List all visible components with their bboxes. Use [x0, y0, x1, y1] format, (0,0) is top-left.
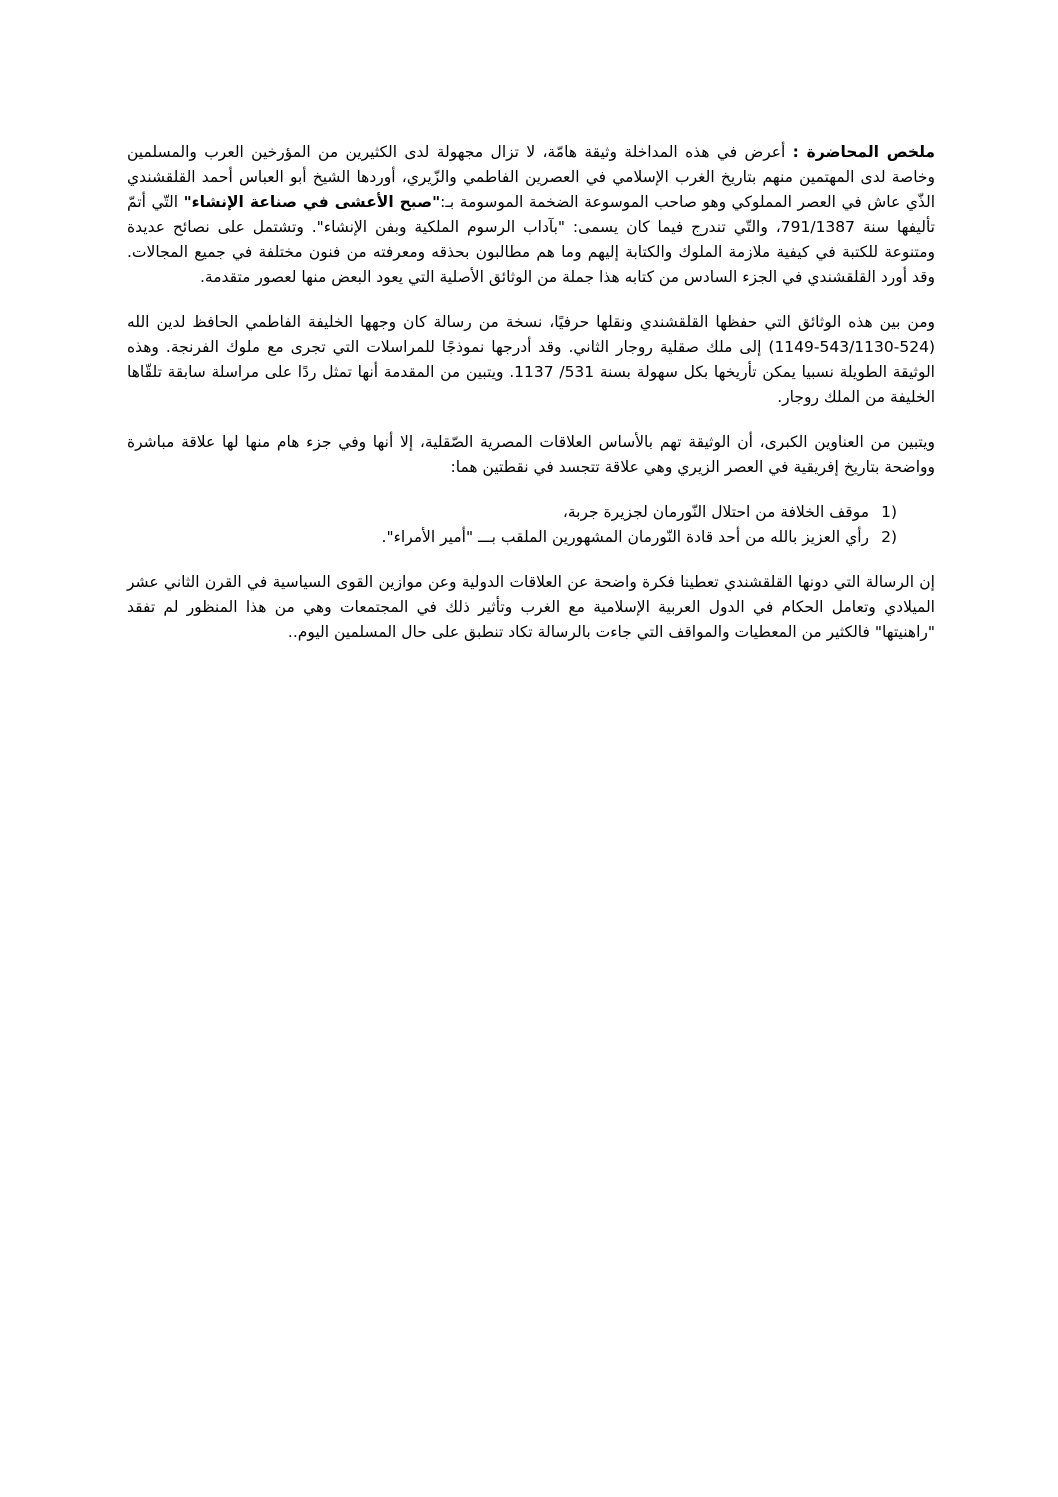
list-item-text: رأي العزيز بالله من أحد قادة النّورمان المشهورين الملقب بـــ "أمير الأمراء".: [381, 528, 869, 546]
headings-paragraph: ويتبين من العناوين الكبرى، أن الوثيقة تهم بالأساس العلاقات المصرية الصّقلية، إلا أنها وفي جزء هام منها لها علاقة مباشرة وواضحة بتاريخ إفريقية في العصر الزيري وهي علاقة تتجسد في نقطتين هما:: [127, 433, 935, 476]
document-body: [127, 140, 935, 665]
summary-text-part-b: التّي أتمّ تأليفها سنة 791/1387، والتّي تندرج فيما كان يسمى: "بآداب الرسوم الملكية وبفن الإنشاء". وتشتمل على نصائح عديدة ومتنوعة للكتبة في كيفية ملازمة الملوك والكتابة إليهم وما هم مطالبون بحذقه ومعرفته من فنون مختلفة في جميع المجالات. وقد أورد القلقشندي في الجزء السادس من كتابه هذا جملة من الوثائق الأصلية التي يعود البعض منها لعصور متقدمة.: [127, 193, 935, 286]
list-item: [127, 525, 935, 550]
points-list: [127, 500, 935, 550]
list-item-text: موقف الخلافة من احتلال النّورمان لجزيرة جربة،: [562, 503, 869, 521]
summary-label: ملخص المحاضرة :: [792, 143, 935, 161]
list-item: [127, 500, 935, 525]
documents-paragraph: ومن بين هذه الوثائق التي حفظها القلقشندي ونقلها حرفيًا، نسخة من رسالة كان وجهها الخليفة الفاطمي الحافظ لدين الله (524-543/1130-1149) إلى ملك صقلية روجار الثاني. وقد أدرجها نموذجًا للمراسلات التي تجرى مع ملوك الفرنجة. وهذه الوثيقة الطويلة نسبيا يمكن تأريخها بكل سهولة بسنة 531/ 1137. ويتبين من المقدمة أنها تمثل ردًا على مراسلة سابقة تلقّاها الخليفة من الملك روجار.: [127, 313, 935, 406]
book-title: "صبح الأعشى في صناعة الإنشاء": [183, 193, 441, 211]
list-item-number: 1): [881, 503, 897, 521]
summary-text-part-a: أعرض في هذه المداخلة وثيقة هامّة، لا تزال مجهولة لدى الكثيرين من المؤرخين العرب والمسلمين وخاصة لدى المهتمين منهم بتاريخ الغرب الإسلامي في العصرين الفاطمي والزّيري، أوردها الشيخ أبو العباس أحمد القلقشندي الذّي عاش في العصر المملوكي وهو صاحب الموسوعة الضخمة الموسومة بـ:: [127, 143, 935, 211]
lecture-summary-paragraph: [127, 140, 935, 290]
conclusion-paragraph: إن الرسالة التي دونها القلقشندي تعطينا فكرة واضحة عن العلاقات الدولية وعن موازين القوى السياسية في القرن الثاني عشر الميلادي وتعامل الحكام في الدول العربية الإسلامية مع الغرب وتأثير ذلك في المجتمعات وهي من هذا المنظور لم تفقد "راهنيتها" فالكثير من المعطيات والمواقف التي جاءت بالرسالة تكاد تنطبق على حال المسلمين اليوم..: [127, 573, 935, 641]
list-item-number: 2): [881, 528, 897, 546]
